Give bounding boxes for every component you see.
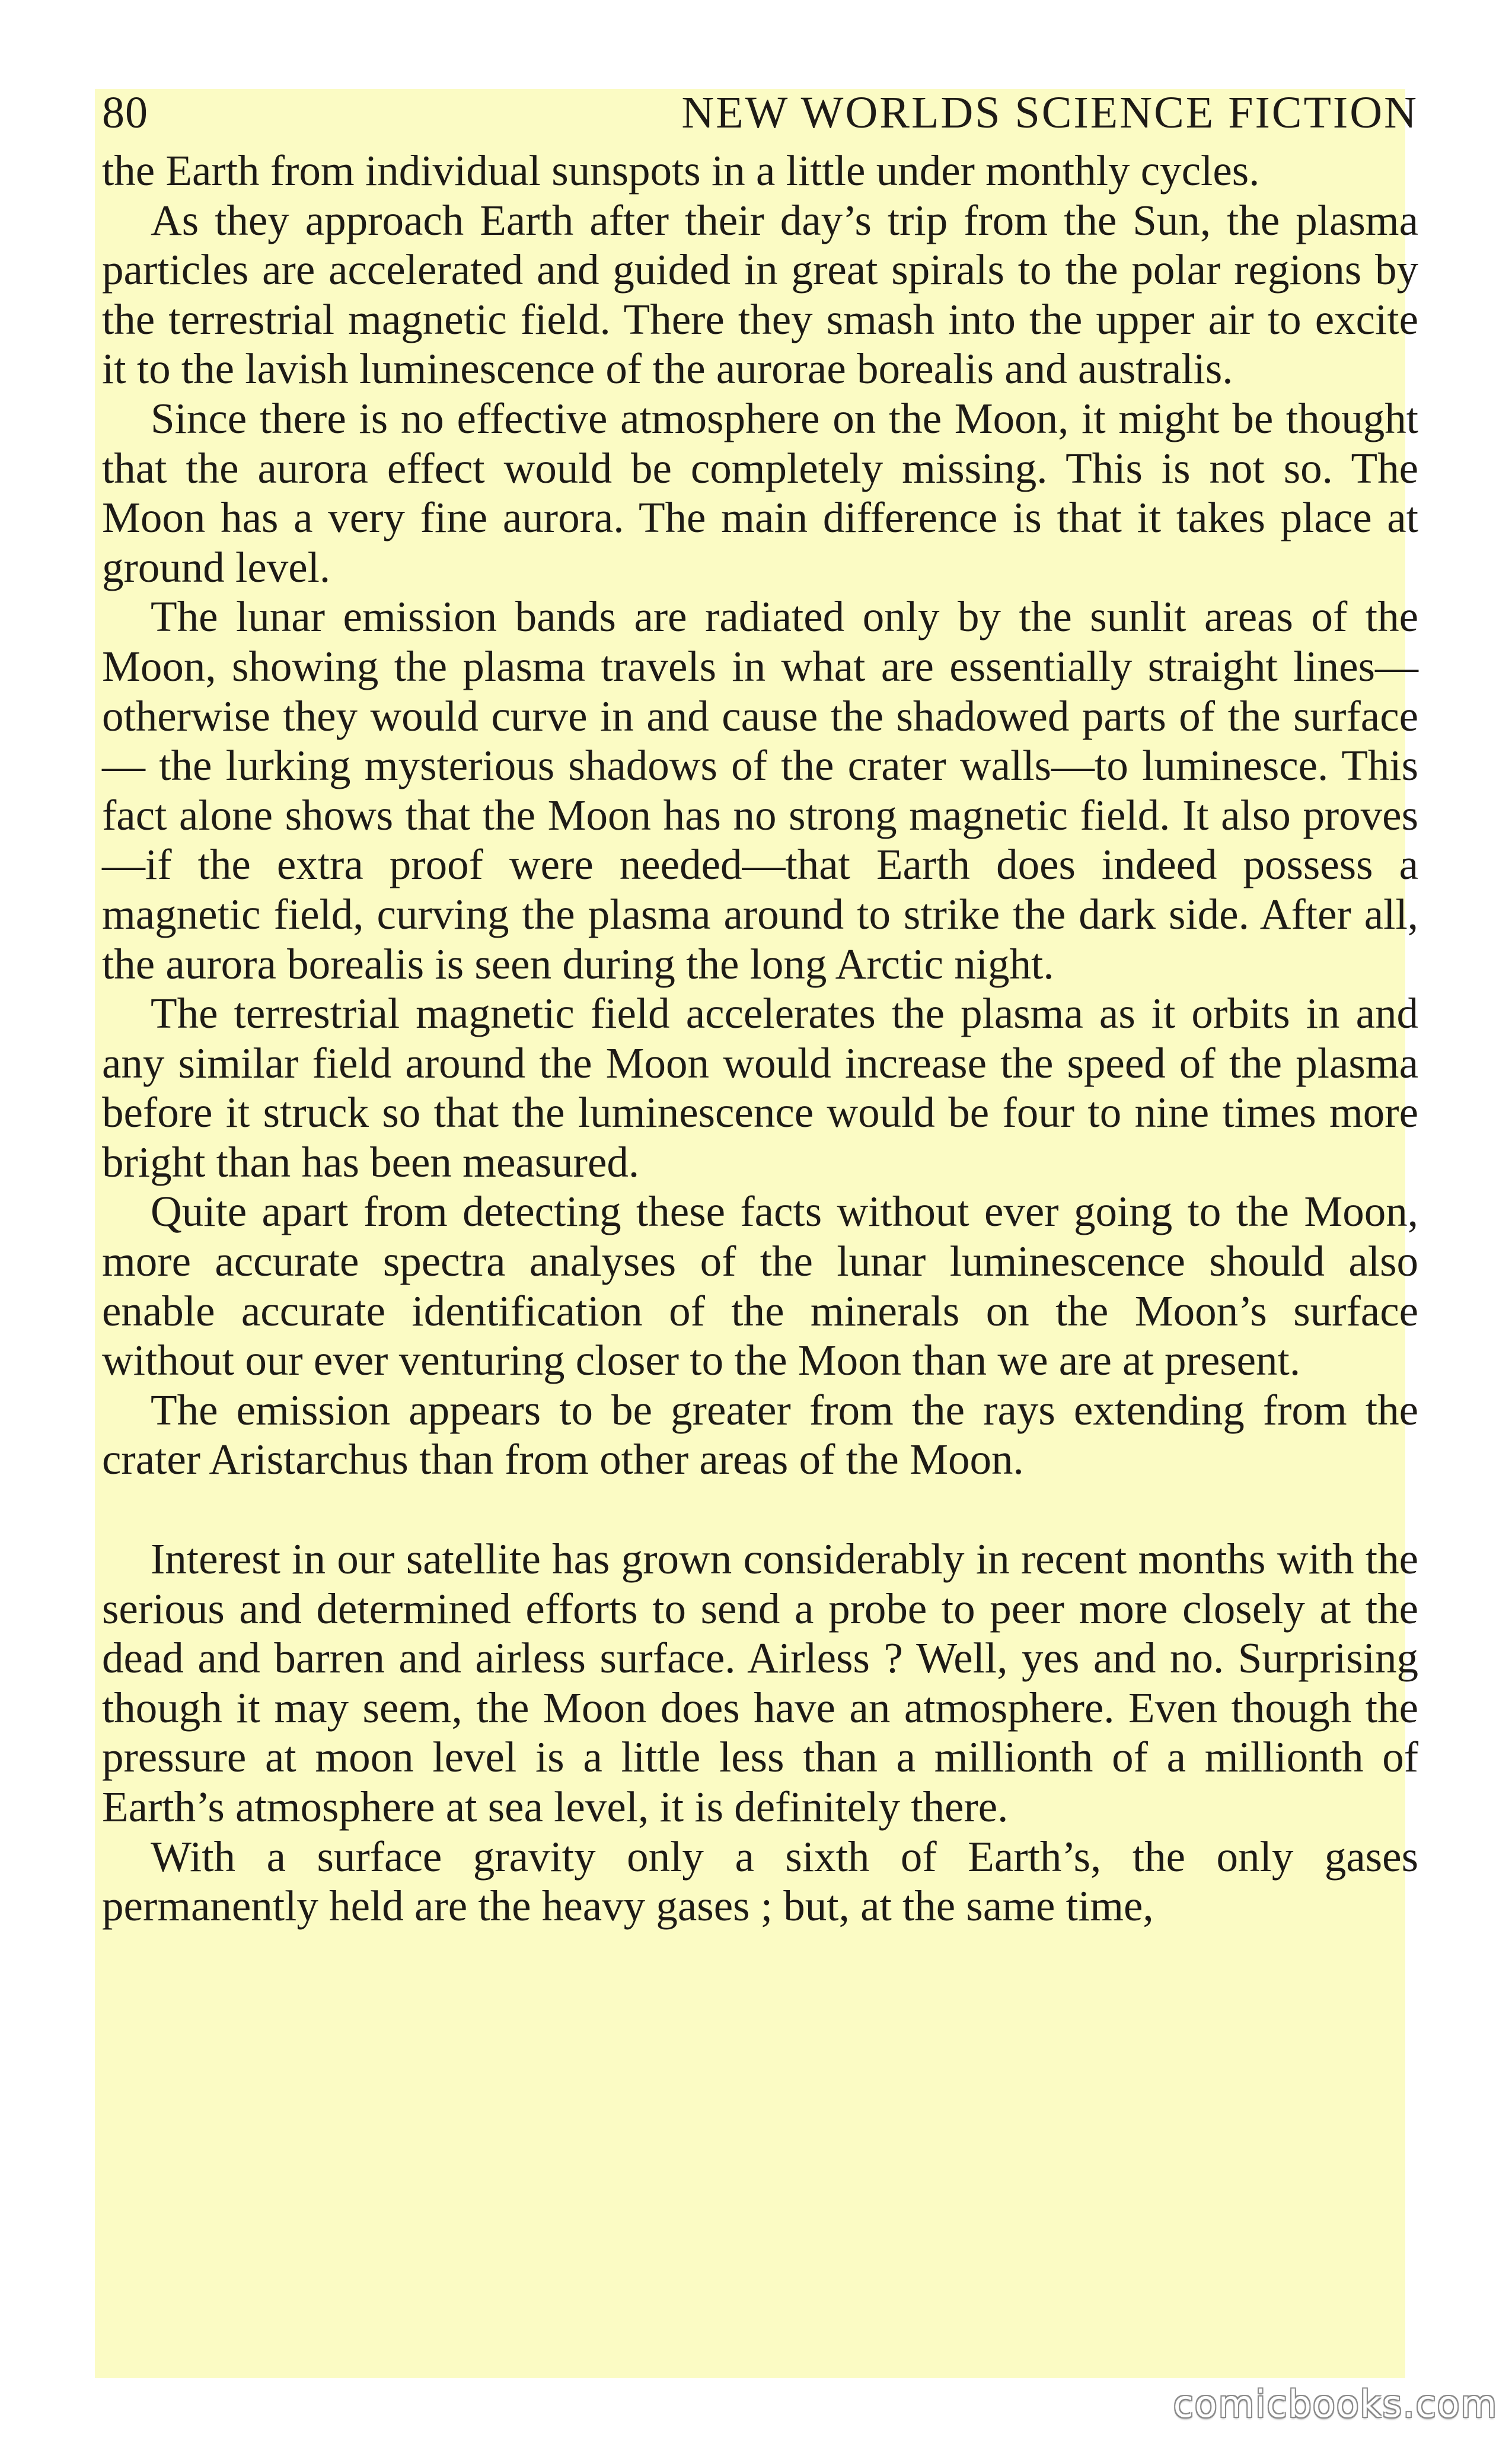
paragraph: The lunar emission bands are radiated only by the sunlit areas of the Moon, showing the plasma travels in what are essentially straight lines—otherwise they would curve in and cause the shadowed parts of the surface — the lurking mysterious shadows of the crater walls—to luminesce. This fact alone shows that the Moon has no strong magnetic field. It also proves—if the extra proof were needed—that Earth does indeed possess a magnetic field, curving the plasma around to strike the dark side. After all, the aurora borealis is seen during the long Arctic night. [102, 592, 1418, 988]
paragraph: The emission appears to be greater from the rays extending from the crater Aristarchus than from other areas of the Moon. [102, 1385, 1418, 1484]
article-body [102, 146, 1418, 1931]
paragraph: the Earth from individual sunspots in a little under monthly cycles. [102, 146, 1260, 195]
paragraph: As they approach Earth after their day’s trip from the Sun, the plasma particles are accelerated and guided in great spirals to the polar regions by the terrestrial magnetic field. There they smash into the upper air to excite it to the lavish luminescence of the aurorae borealis and australis. [102, 196, 1418, 393]
paragraph: Quite apart from detecting these facts without ever going to the Moon, more accurate spectra analyses of the lunar luminescence should also enable accurate identification of the minerals on the Moon’s surface without our ever venturing closer to the Moon than we are at present. [102, 1187, 1418, 1385]
magazine-title: NEW WORLDS SCIENCE FICTION [681, 88, 1418, 138]
paragraph: Since there is no effective atmosphere on the Moon, it might be thought that the aurora effect would be completely missing. This is not so. The Moon has a very fine aurora. The main difference is that it takes place at ground level. [102, 394, 1418, 591]
paragraph: Interest in our satellite has grown considerably in recent months with the serious and determined efforts to send a probe to peer more closely at the dead and barren and airless surface. Airless ? Well, yes and no. Surprising though it may seem, the Moon does have an atmosphere. Even though the pressure at moon level is a little less than a millionth of a millionth of Earth’s atmosphere at sea level, it is definitely there. [102, 1535, 1418, 1831]
page-content [102, 84, 1418, 1931]
paragraph: With a surface gravity only a sixth of Earth’s, the only gases permanently held are the heavy gases ; but, at the same time, [102, 1832, 1418, 1930]
watermark: comicbooks.com [1173, 2382, 1498, 2426]
page-number: 80 [102, 88, 148, 138]
paragraph: The terrestrial magnetic field accelerates the plasma as it orbits in and any similar field around the Moon would increase the speed of the plasma before it struck so that the luminescence would be four to nine times more bright than has been measured. [102, 989, 1418, 1186]
running-head [102, 84, 1418, 141]
